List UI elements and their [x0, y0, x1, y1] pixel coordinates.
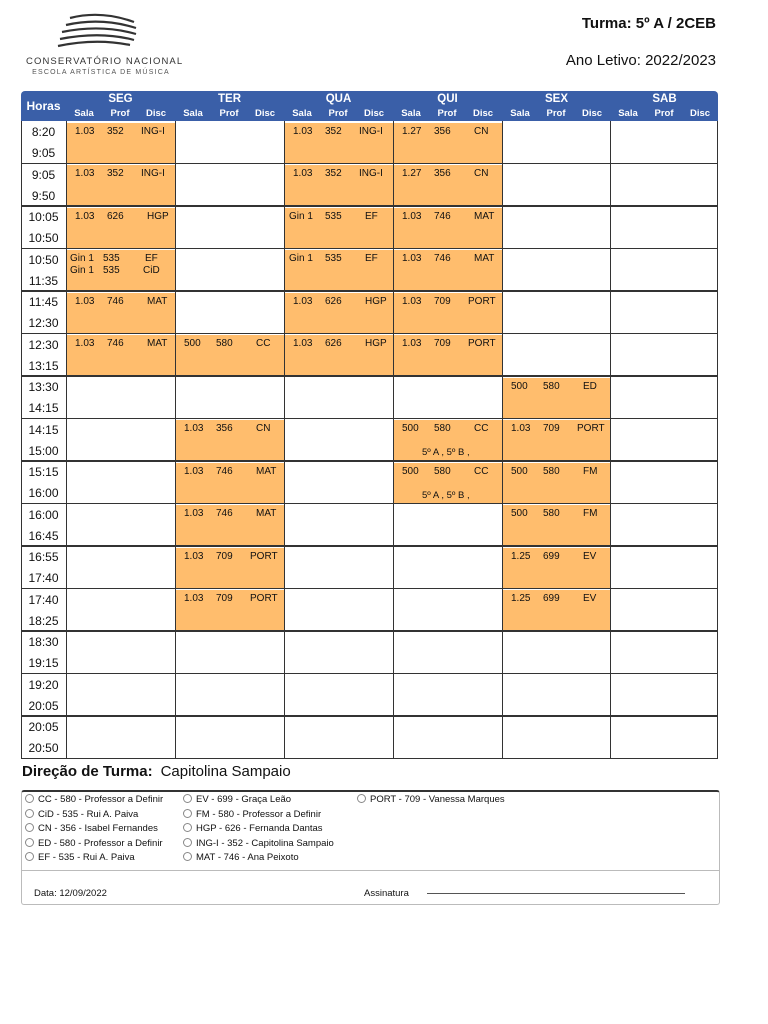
header-sub-label: Prof: [437, 108, 457, 119]
lesson-cell: [67, 250, 175, 291]
lesson-cell: [176, 420, 284, 461]
lesson-sala: Gin 1: [289, 210, 313, 222]
lesson-sala: 1.03: [293, 295, 313, 307]
ano-letivo: Ano Letivo: 2022/2023: [565, 52, 716, 69]
lesson-sala: 1.03: [184, 550, 204, 562]
lesson-prof: 746: [107, 338, 124, 349]
header-day: [66, 91, 175, 121]
legend-text: FM - 580 - Professor a Definir: [196, 808, 322, 820]
lesson-cell: [394, 335, 502, 376]
row-divider: [21, 418, 718, 420]
lesson-disc: HGP: [365, 295, 387, 307]
day-name: SAB: [652, 93, 677, 105]
legend-item: [183, 838, 334, 849]
legend-text: PORT - 709 - Vanessa Marques: [370, 794, 505, 805]
signature-line: [427, 893, 685, 894]
row-divider: [21, 503, 718, 505]
header-day: [502, 91, 611, 121]
lesson-disc: EF: [145, 253, 158, 264]
lesson-prof: 535: [103, 253, 120, 264]
lesson-cell: [394, 293, 502, 334]
lesson-sala: 1.03: [293, 338, 313, 349]
lesson-sala: 1.25: [511, 550, 531, 562]
lesson-sala: 1.03: [402, 338, 422, 349]
time-end: 12:30: [28, 316, 59, 330]
lesson-cell: [503, 548, 611, 589]
time-start: 12:30: [28, 337, 59, 352]
lesson-sala: 1.03: [402, 210, 422, 222]
legend-item: [357, 794, 505, 805]
lesson-prof: 626: [325, 295, 342, 307]
lesson-sala: 1.25: [511, 593, 531, 604]
lesson-disc: PORT: [468, 338, 496, 349]
time-start: 16:00: [28, 507, 59, 522]
header-sub-label: Sala: [510, 108, 530, 119]
lesson-cell: [176, 335, 284, 376]
lesson-disc: PORT: [468, 295, 496, 307]
legend-text: CN - 356 - Isabel Fernandes: [38, 823, 158, 834]
lesson-prof: 535: [103, 265, 120, 276]
lesson-prof: 709: [434, 338, 451, 349]
header-sub-label: Disc: [689, 108, 711, 119]
lesson-disc: EV: [583, 550, 597, 562]
lesson-prof: 580: [543, 508, 560, 519]
legend-item: [25, 852, 135, 863]
legend-item: [183, 823, 323, 834]
lesson-cell: [394, 250, 502, 291]
timetable-header: [21, 91, 718, 121]
legend-text: HGP - 626 - Fernanda Dantas: [196, 823, 323, 834]
lesson-cell: [503, 590, 611, 631]
lesson-sala: 1.03: [184, 593, 204, 604]
lesson-cell: [285, 335, 393, 376]
time-start: 8:20: [31, 125, 56, 139]
lesson-sala: 1.03: [75, 295, 95, 307]
radio-icon[interactable]: [183, 809, 192, 818]
header-day: [393, 91, 502, 121]
legend-text: ING-I - 352 - Capitolina Sampaio: [196, 837, 334, 849]
legend-item: [25, 823, 158, 834]
lesson-sala: 1.03: [75, 168, 95, 179]
lesson-prof: 580: [543, 380, 560, 392]
radio-icon[interactable]: [25, 794, 34, 803]
lesson-disc: EF: [365, 253, 378, 264]
lesson-disc: MAT: [147, 338, 168, 349]
legend-item: [25, 794, 163, 805]
legend-text: EF - 535 - Rui A. Paiva: [38, 852, 135, 863]
lesson-cell: [394, 208, 502, 249]
header-sub-label: Prof: [654, 108, 674, 119]
lesson-disc: CC: [256, 338, 271, 349]
lesson-prof: 352: [325, 125, 342, 137]
lesson-cell: [176, 548, 284, 589]
lesson-prof: 709: [216, 550, 233, 562]
header-sub-label: Disc: [145, 108, 167, 119]
lesson-cell: [503, 505, 611, 546]
direcao-label: Direção de Turma:: [22, 763, 153, 780]
lesson-prof: 626: [325, 338, 342, 349]
logo-name: CONSERVATÓRIO NACIONAL: [26, 56, 184, 67]
row-divider: [21, 545, 718, 547]
lesson-sala: 1.03: [75, 338, 95, 349]
lesson-disc: FM: [583, 508, 598, 519]
lesson-sala: 1.03: [184, 508, 204, 519]
lesson-disc: CC: [474, 423, 489, 434]
lesson-disc: MAT: [474, 253, 495, 264]
lesson-sala: 500: [511, 380, 528, 392]
legend-item: [183, 852, 299, 863]
time-start: 15:15: [28, 465, 59, 479]
time-start: 14:15: [28, 422, 59, 437]
header-horas: Horas: [26, 99, 61, 113]
lesson-cell: [394, 463, 502, 504]
time-end: 20:05: [28, 698, 59, 713]
lesson-disc: PORT: [250, 593, 278, 604]
row-divider: [21, 290, 718, 292]
day-name: SEG: [108, 93, 133, 105]
lesson-disc: PORT: [250, 550, 278, 562]
lesson-cell: [394, 165, 502, 206]
row-divider: [21, 248, 718, 250]
lesson-cell: [285, 123, 393, 164]
turma-title: Turma: 5º A / 2CEB: [581, 15, 716, 32]
lesson-cell: [503, 463, 611, 504]
lesson-disc: ING-I: [359, 125, 383, 137]
lesson-prof: 746: [434, 210, 451, 222]
lesson-cell: [285, 165, 393, 206]
lesson-prof: 626: [107, 210, 124, 222]
lesson-disc: CN: [256, 423, 271, 434]
lesson-disc: MAT: [147, 295, 168, 307]
header-sub-label: Prof: [219, 108, 239, 119]
direcao-de-turma: [22, 763, 291, 780]
time-start: 16:55: [28, 550, 59, 564]
lesson-disc: ED: [583, 380, 597, 392]
lesson-cell: [285, 250, 393, 291]
row-divider: [21, 630, 718, 632]
time-start: 10:05: [28, 210, 59, 224]
column-divider: [175, 121, 176, 758]
time-end: 19:15: [28, 656, 59, 670]
day-name: SEX: [544, 93, 568, 105]
lesson-disc: CN: [474, 168, 489, 179]
lesson-disc: CiD: [143, 265, 160, 276]
legend-text: CC - 580 - Professor a Definir: [38, 794, 164, 805]
footer-date: Data: 12/09/2022: [34, 888, 107, 899]
radio-icon[interactable]: [25, 823, 34, 832]
lesson-disc: HGP: [365, 338, 387, 349]
time-start: 9:05: [31, 167, 56, 182]
lesson-sala: 1.03: [184, 423, 204, 434]
lesson-prof: 356: [434, 125, 451, 137]
time-end: 16:45: [28, 528, 59, 543]
lesson-sala: 1.03: [184, 465, 204, 477]
row-divider: [21, 715, 718, 717]
row-divider: [21, 375, 718, 377]
radio-icon[interactable]: [183, 794, 192, 803]
lesson-sala: Gin 1: [70, 253, 94, 264]
time-end: 17:40: [28, 571, 59, 585]
legend-item: [25, 838, 163, 849]
radio-icon[interactable]: [183, 838, 192, 847]
lesson-sala: 1.03: [511, 423, 531, 434]
lesson-disc: ING-I: [359, 168, 383, 179]
lesson-note: 5º A , 5º B ,: [422, 447, 470, 458]
lesson-prof: 352: [107, 125, 124, 137]
lesson-disc: MAT: [256, 508, 277, 519]
row-divider: [21, 333, 718, 335]
radio-icon[interactable]: [25, 809, 34, 818]
header-sub-label: Disc: [363, 108, 385, 119]
time-end: 20:50: [28, 741, 59, 755]
header-day: [175, 91, 284, 121]
lesson-prof: 746: [216, 508, 233, 519]
lesson-cell: [176, 463, 284, 504]
timetable-grid: [21, 121, 718, 758]
lesson-prof: 709: [216, 593, 233, 604]
legend-text: CiD - 535 - Rui A. Paiva: [38, 808, 139, 820]
lesson-prof: 580: [434, 465, 451, 477]
legend-item: [25, 809, 138, 820]
lesson-cell: [176, 505, 284, 546]
signature-label: Assinatura: [364, 888, 409, 899]
lesson-cell: [503, 420, 611, 461]
lesson-prof: 356: [434, 168, 451, 179]
lesson-cell: [394, 420, 502, 461]
lesson-disc: MAT: [474, 210, 495, 222]
lesson-sala: 500: [184, 338, 201, 349]
lesson-cell: [67, 165, 175, 206]
header-sub-label: Prof: [328, 108, 348, 119]
lesson-prof: 580: [543, 465, 560, 477]
lesson-cell: [67, 335, 175, 376]
lesson-prof: 356: [216, 423, 233, 434]
radio-icon[interactable]: [357, 794, 366, 803]
column-divider: [393, 121, 394, 758]
time-start: 20:05: [28, 720, 59, 734]
lesson-sala: 1.03: [293, 168, 313, 179]
time-end: 16:00: [28, 486, 59, 500]
lesson-disc: EV: [583, 593, 597, 604]
legend-text: MAT - 746 - Ana Peixoto: [196, 852, 299, 863]
time-end: 14:15: [28, 401, 59, 415]
lesson-cell: [285, 208, 393, 249]
lesson-prof: 746: [107, 295, 124, 307]
lesson-prof: 352: [325, 168, 342, 179]
lesson-prof: 580: [434, 423, 451, 434]
row-divider: [21, 163, 718, 165]
column-divider: [717, 121, 718, 758]
lesson-sala: 500: [511, 465, 528, 477]
lesson-disc: FM: [583, 465, 598, 477]
time-start: 11:45: [28, 295, 59, 309]
lesson-cell: [285, 293, 393, 334]
legend-divider: [22, 870, 719, 871]
lesson-cell: [67, 123, 175, 164]
time-end: 13:15: [28, 358, 59, 373]
time-start: 18:30: [28, 635, 59, 649]
header-sub-label: Prof: [110, 108, 130, 119]
lesson-sala: 1.03: [402, 253, 422, 264]
lesson-disc: CC: [474, 465, 489, 477]
time-end: 18:25: [28, 613, 59, 628]
header-sub-label: Sala: [292, 108, 312, 119]
radio-icon[interactable]: [25, 838, 34, 847]
lesson-prof: 746: [434, 253, 451, 264]
radio-icon[interactable]: [183, 852, 192, 861]
column-divider: [66, 121, 67, 758]
lesson-disc: ING-I: [141, 168, 165, 179]
lesson-note: 5º A , 5º B ,: [422, 489, 470, 501]
day-name: QUA: [325, 93, 352, 105]
lesson-disc: ING-I: [141, 125, 165, 137]
time-end: 9:05: [31, 146, 56, 160]
legend-text: EV - 699 - Graça Leão: [196, 794, 292, 805]
logo-subtitle: ESCOLA ARTÍSTICA DE MÚSICA: [32, 69, 170, 76]
lesson-cell: [67, 293, 175, 334]
lesson-disc: PORT: [577, 423, 605, 434]
row-divider: [21, 205, 718, 207]
day-name: TER: [218, 93, 241, 105]
time-start: 17:40: [28, 592, 59, 607]
legend-item: [183, 794, 291, 805]
time-start: 10:50: [28, 252, 59, 267]
header-sub-label: Disc: [581, 108, 603, 119]
time-start: 19:20: [28, 677, 59, 692]
lesson-cell: [176, 590, 284, 631]
lesson-sala: 1.27: [402, 125, 422, 137]
row-divider: [21, 673, 718, 675]
lesson-prof: 535: [325, 210, 342, 222]
time-start: 13:30: [28, 380, 59, 394]
header-sub-label: Sala: [401, 108, 421, 119]
column-divider: [502, 121, 503, 758]
header-sub-label: Disc: [472, 108, 494, 119]
row-divider: [21, 460, 718, 462]
lesson-sala: Gin 1: [70, 265, 94, 276]
lesson-sala: 1.03: [75, 125, 95, 137]
lesson-disc: EF: [365, 210, 378, 222]
header-sub-label: Sala: [74, 108, 94, 119]
lesson-disc: CN: [474, 125, 489, 137]
lesson-sala: 1.03: [293, 125, 313, 137]
lesson-sala: 1.03: [75, 210, 95, 222]
time-end: 11:35: [28, 273, 59, 288]
lesson-sala: 500: [511, 508, 528, 519]
row-divider: [21, 588, 718, 590]
lesson-sala: 1.27: [402, 168, 422, 179]
lesson-cell: [503, 378, 611, 419]
logo-waves-icon: [56, 12, 146, 52]
lesson-sala: 500: [402, 465, 419, 477]
legend-item: [183, 809, 321, 820]
time-end: 15:00: [28, 443, 59, 458]
logo: [26, 12, 184, 80]
lesson-disc: HGP: [147, 210, 169, 222]
lesson-prof: 746: [216, 465, 233, 477]
legend-box: [21, 790, 720, 905]
lesson-prof: 699: [543, 550, 560, 562]
legend-text: ED - 580 - Professor a Definir: [38, 837, 163, 849]
header-day: [284, 91, 393, 121]
column-divider: [284, 121, 285, 758]
lesson-prof: 699: [543, 593, 560, 604]
timetable: [21, 91, 718, 758]
header-sub-label: Disc: [254, 108, 276, 119]
lesson-cell: [394, 123, 502, 164]
radio-icon[interactable]: [25, 852, 34, 861]
header-sub-label: Sala: [183, 108, 203, 119]
direcao-name: Capitolina Sampaio: [160, 763, 291, 780]
lesson-sala: Gin 1: [289, 253, 313, 264]
header-sub-label: Sala: [618, 108, 638, 119]
radio-icon[interactable]: [183, 823, 192, 832]
lesson-prof: 535: [325, 253, 342, 264]
lesson-sala: 1.03: [402, 295, 422, 307]
header-sub-label: Prof: [546, 108, 566, 119]
lesson-sala: 500: [402, 423, 419, 434]
column-divider: [610, 121, 611, 758]
time-end: 10:50: [28, 231, 59, 245]
lesson-prof: 352: [107, 168, 124, 179]
lesson-prof: 580: [216, 338, 233, 349]
day-name: QUI: [437, 93, 458, 105]
lesson-prof: 709: [434, 295, 451, 307]
lesson-prof: 709: [543, 423, 560, 434]
time-end: 9:50: [31, 188, 56, 203]
lesson-disc: MAT: [256, 465, 277, 477]
header-day: [610, 91, 719, 121]
lesson-cell: [67, 208, 175, 249]
row-divider: [21, 758, 718, 760]
